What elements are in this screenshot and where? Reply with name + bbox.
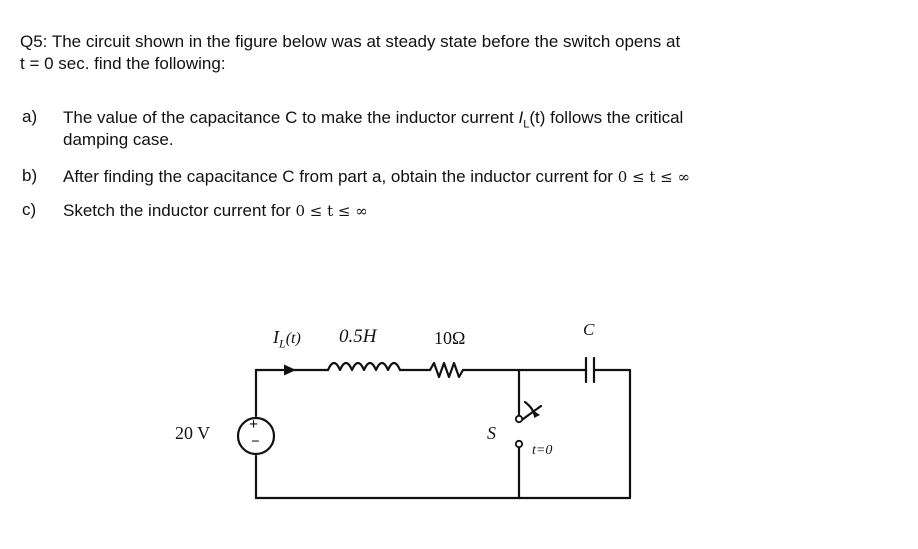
part-c-label: c) [22,200,37,219]
source-plus-sign: + [249,416,259,433]
switch-label: S [487,423,496,443]
current-subscript: L [279,336,286,351]
part-b-label: b) [22,166,38,185]
inductor-label: 0.5H [339,326,377,347]
part-c-text-body: Sketch the inductor current for [63,201,296,220]
current-arg: (t) [285,330,301,347]
current-arrow-icon [284,365,296,376]
switch-contact-top [516,416,522,422]
question-title: Q5: The circuit shown in the figure below was at steady state before the switch opens at [20,32,681,51]
part-c-range: 0 ≤ t ≤ ∞ [295,202,368,220]
source-minus-sign: − [251,434,260,450]
switch-time-label: t=0 [532,443,553,458]
part-a-text-before: The value of the capacitance C to make the inductor current [63,108,519,127]
part-a-text-after: (t) follows the critical [529,108,684,127]
part-b-range: 0 ≤ t ≤ ∞ [617,168,690,186]
part-b-text-body: After finding the capacitance C from part a, obtain the inductor current for [63,167,618,186]
current-label [273,327,301,352]
source-label: 20 V [175,423,211,443]
part-a-symbol: I [518,108,524,127]
question-title-continued: t = 0 sec. find the following: [20,54,226,73]
switch-contact-bottom [516,441,522,447]
part-a-text-line2: damping case. [63,130,174,149]
part-a-subscript: L [523,118,530,131]
inductor-coil [328,363,400,370]
capacitor-label: C [583,320,595,339]
part-a-label: a) [22,107,38,126]
current-symbol: I [273,327,279,347]
resistor-zigzag [430,363,463,377]
switch-arrow-head [534,411,540,418]
resistor-label: 10Ω [434,328,466,348]
